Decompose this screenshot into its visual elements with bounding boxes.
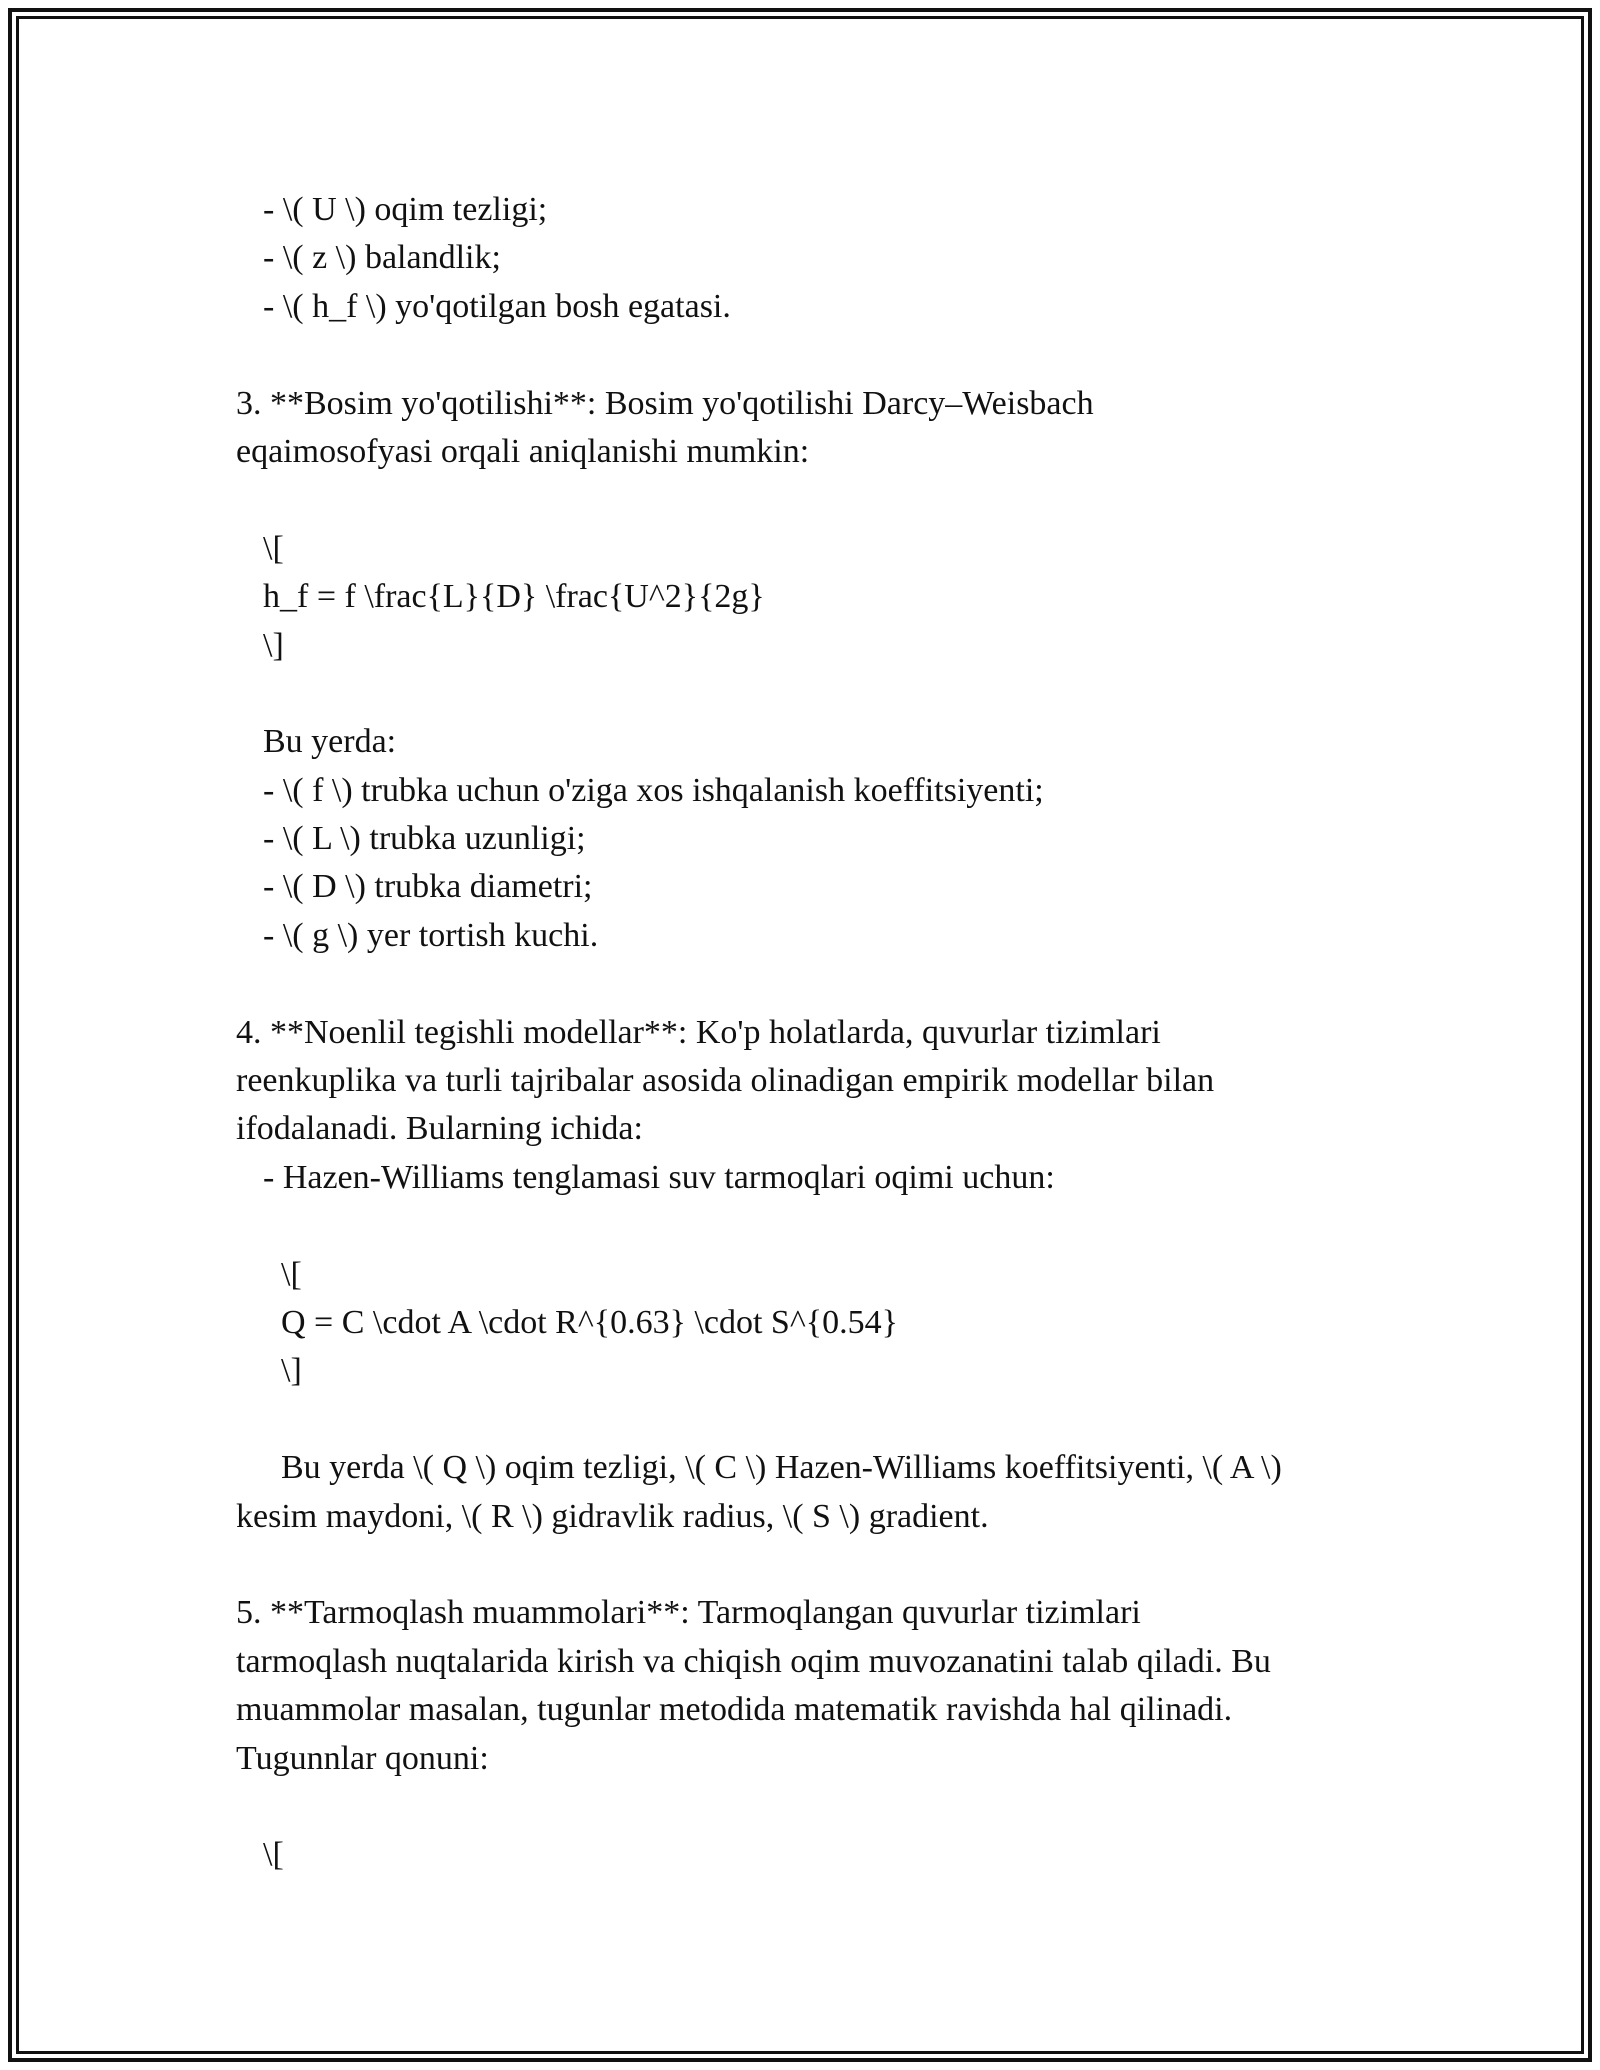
text-line: Bu yerda: [263,723,397,761]
blank-line [236,1202,1416,1250]
blank-line [236,670,1416,718]
text-line: 5. **Tarmoqlash muammolari**: Tarmoqlangan quvurlar tizimlari [236,1594,1141,1632]
formula-line: \[ [263,529,284,567]
text-line: 3. **Bosim yo'qotilishi**: Bosim yo'qotilishi Darcy–Weisbach [236,384,1094,422]
blank-line [236,960,1416,1008]
formula-line: \[ [263,1836,284,1874]
text-line: Bu yerda \( Q \) oqim tezligi, \( C \) Hazen-Williams koeffitsiyenti, \( A \) [281,1449,1282,1487]
formula-line: \] [281,1352,302,1390]
blank-line [236,1783,1416,1831]
text-line: 4. **Noenlil tegishli modellar**: Ko'p holatlarda, quvurlar tizimlari [236,1013,1161,1051]
formula-line: \] [263,626,284,664]
text-line: - \( f \) trubka uchun o'ziga xos ishqalanish koeffitsiyenti; [263,771,1044,809]
text-line: - Hazen-Williams tenglamasi suv tarmoqlari oqimi uchun: [263,1158,1055,1196]
blank-line [236,331,1416,379]
text-line: muammolar masalan, tugunlar metodida matematik ravishda hal qilinadi. [236,1691,1233,1729]
text-line: - \( L \) trubka uzunligi; [263,820,586,858]
formula-line: Q = C \cdot A \cdot R^{0.63} \cdot S^{0.54} [281,1303,898,1341]
text-line: Tugunnlar qonuni: [236,1739,489,1777]
text-line: ifodalanadi. Bularning ichida: [236,1110,643,1148]
blank-line [236,1396,1416,1444]
text-line: - \( h_f \) yo'qotilgan bosh egatasi. [263,287,731,325]
text-line: tarmoqlash nuqtalarida kirish va chiqish oqim muvozanatini talab qiladi. Bu [236,1642,1271,1680]
text-line: eqaimosofyasi orqali aniqlanishi mumkin: [236,432,810,470]
text-line: - \( D \) trubka diametri; [263,868,593,906]
text-line: - \( U \) oqim tezligi; [263,191,548,228]
text-line: - \( z \) balandlik; [263,239,501,277]
text-line: reenkuplika va turli tajribalar asosida olinadigan empirik modellar bilan [236,1062,1215,1100]
formula-line: \[ [281,1255,302,1293]
text-line: kesim maydoni, \( R \) gidravlik radius, \( S \) gradient. [236,1497,989,1535]
formula-line: h_f = f \frac{L}{D} \frac{U^2}{2g} [263,578,765,616]
blank-line [236,1541,1416,1589]
document-body [236,186,1416,1880]
text-line: - \( g \) yer tortish kuchi. [263,916,599,954]
blank-line [236,476,1416,524]
